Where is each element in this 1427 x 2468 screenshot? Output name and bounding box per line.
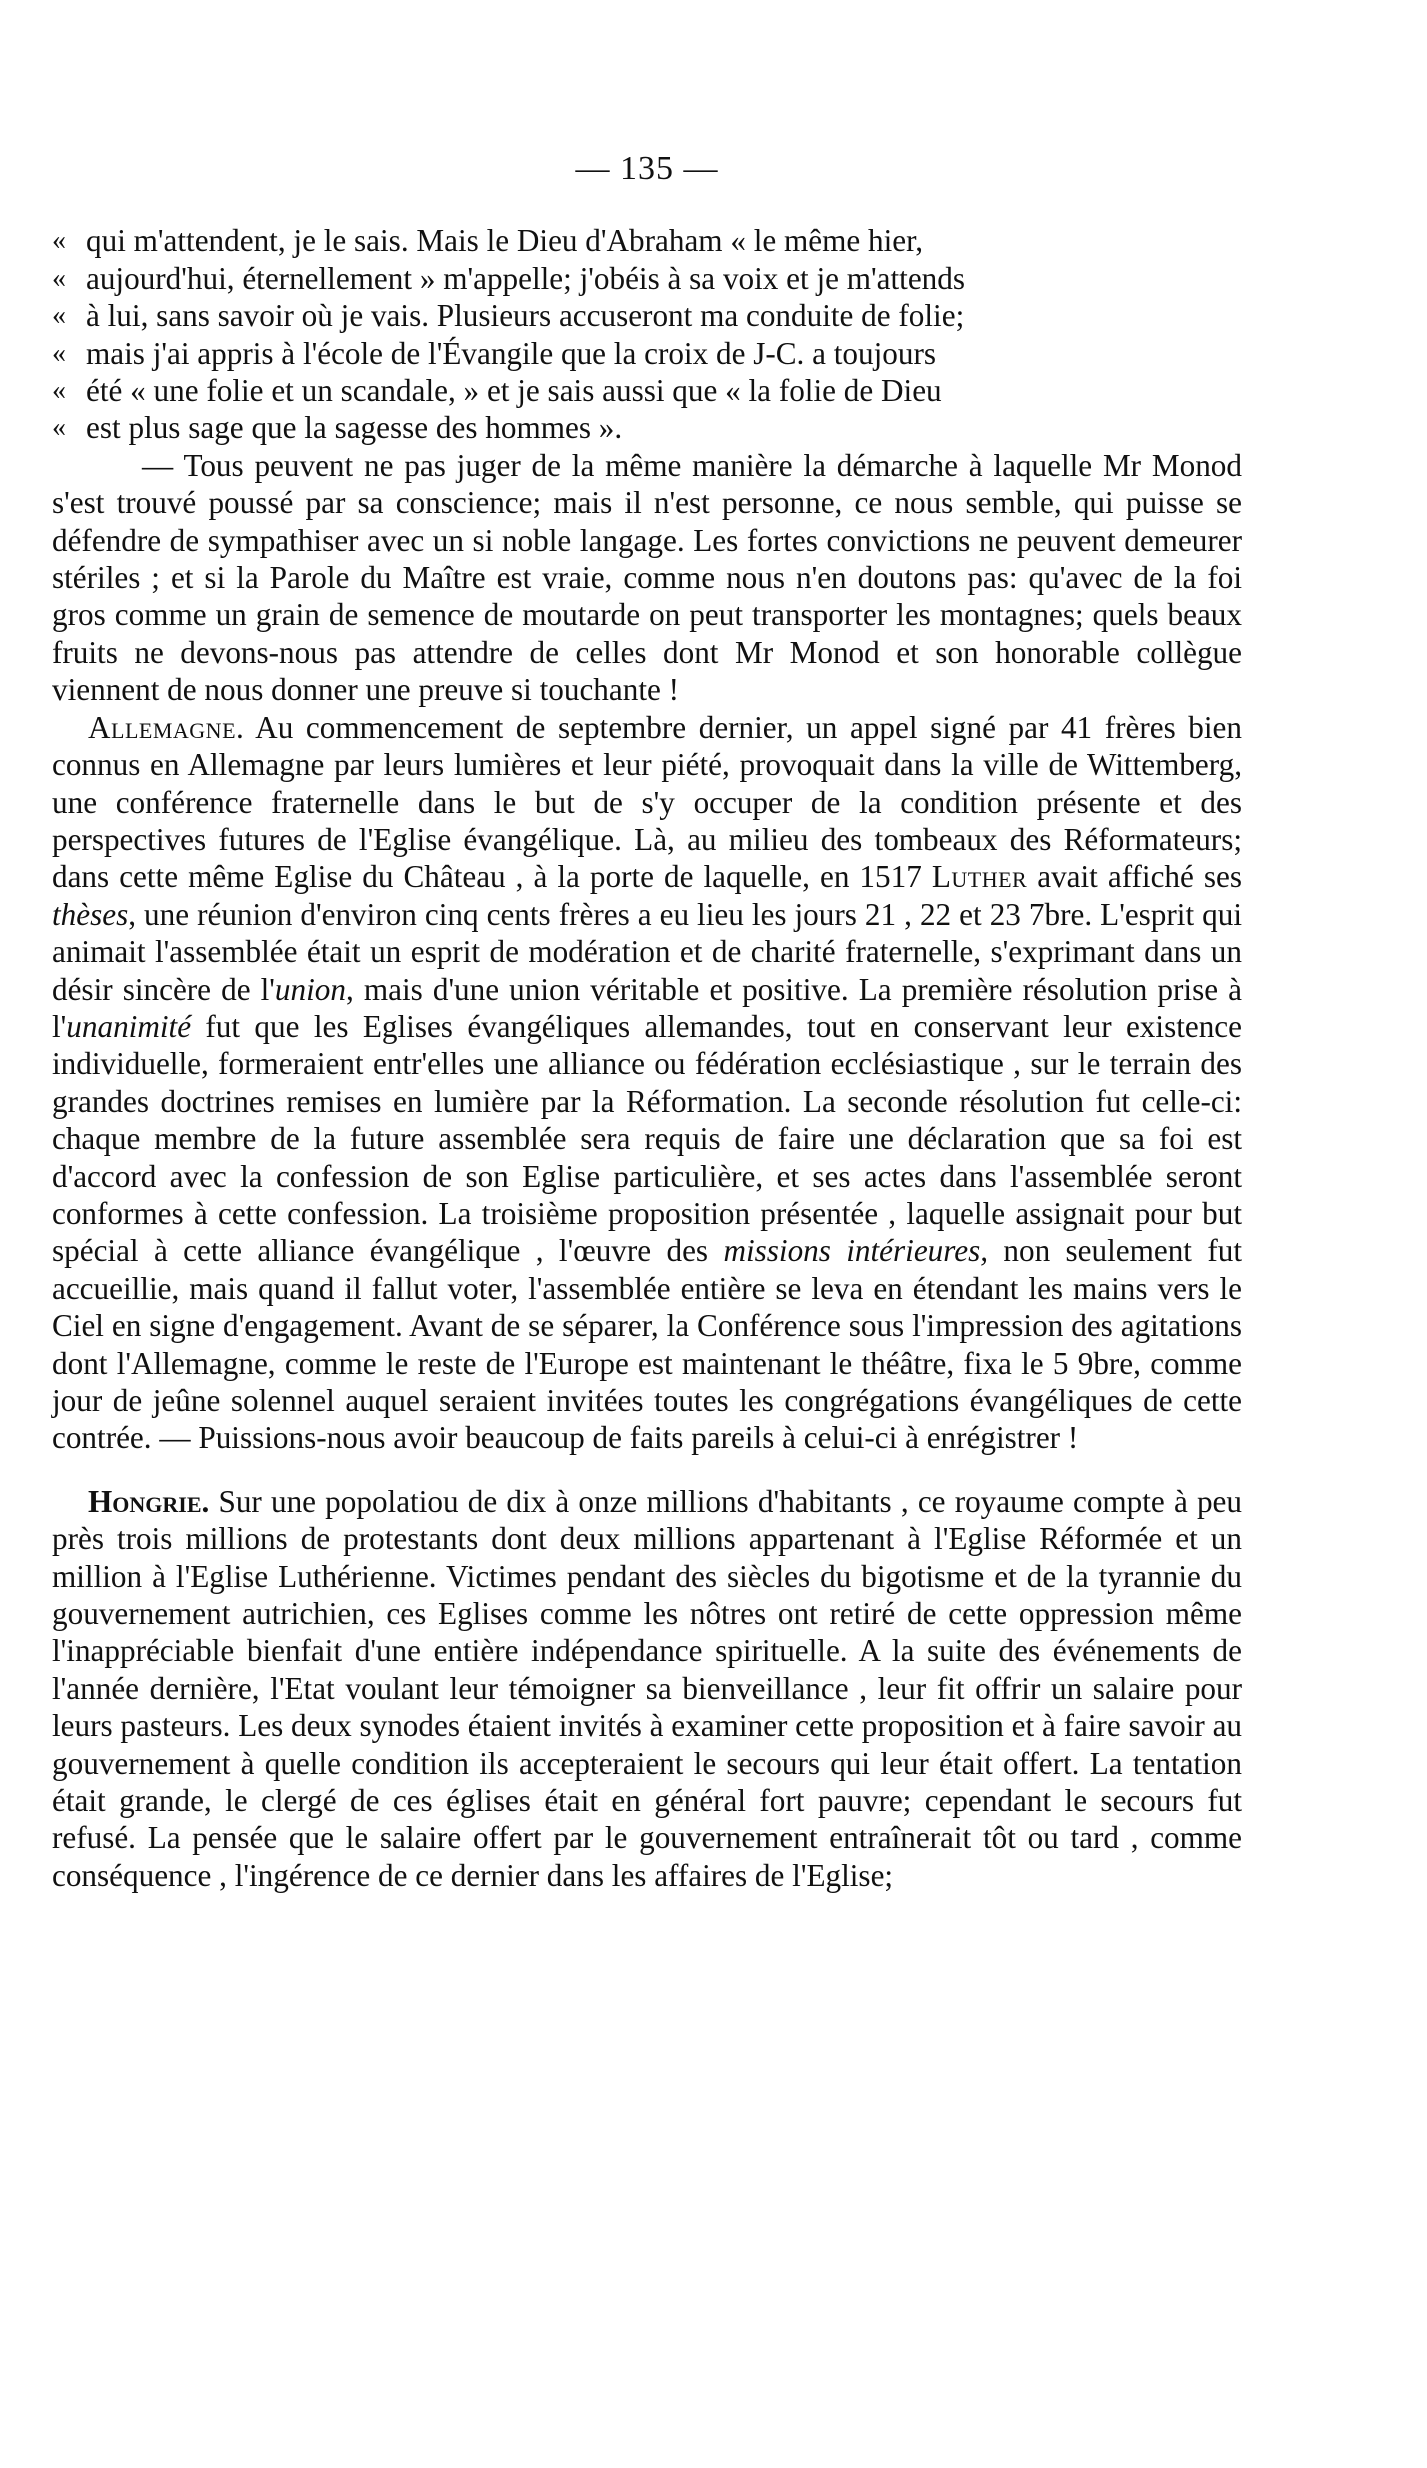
section-heading-allemagne: Allemagne. [88, 709, 245, 745]
quote-line: « mais j'ai appris à l'école de l'Évangile que la croix de J-C. a toujours [52, 335, 1242, 372]
paragraph-allemagne: Allemagne. Au commencement de septembre dernier, un appel signé par 41 frères bien connus en Allemagne par leurs lumières et leur piété, provoquait dans la ville de Wittemberg, une conférence fraternelle dans le but de s'y occuper de la condition présente et des perspectives futures de l'Eglise évangélique. Là, au milieu des tombeaux des Réformateurs; dans cette même Eglise du Château , à la porte de laquelle, en 1517 Luther avait affiché ses thèses, une réunion d'environ cinq cents frères a eu lieu les jours 21 , 22 et 23 7bre. L'esprit qui animait l'assemblée était un esprit de modération et de charité fraternelle, s'exprimant dans un désir sincère de l'union, mais d'une union véritable et positive. La première résolution prise à l'unanimité fut que les Eglises évangéliques allemandes, tout en conservant leur existence individuelle, formeraient entr'elles une alliance ou fédération ecclésiastique , sur le terrain des grandes doctrines remises en lumière par la Réformation. La seconde résolution fut celle-ci: chaque membre de la future assemblée sera requis de faire une déclaration que sa foi est d'accord avec la confession de son Eglise particulière, et ses actes dans l'assemblée seront conformes à cette confession. La troisième proposition présentée , laquelle assignait pour but spécial à cette alliance évangélique , l'œuvre des missions intérieures, non seulement fut accueillie, mais quand il fallut voter, l'assemblée entière se leva en étendant les mains vers le Ciel en signe d'engagement. Avant de se séparer, la Conférence sous l'impression des agitations dont l'Allemagne, comme le reste de l'Europe est maintenant le théâtre, fixa le 5 9bre, comme jour de jeûne solennel auquel seraient invitées toutes les congrégations évangéliques de cette contrée. — Puissions-nous avoir beaucoup de faits pareils à celui-ci à enrégistrer ! [52, 709, 1243, 1456]
italic-theses: thèses [52, 896, 129, 932]
paragraph-monod: — Tous peuvent ne pas juger de la même manière la démarche à laquelle Mr Monod s'est trouvé poussé par sa conscience; mais il n'est personne, ce nous semble, qui puisse se défendre de sympathiser avec un si noble langage. Les fortes convictions ne peuvent demeurer stériles ; et si la Parole du Maître est vraie, comme nous n'en doutons pas: qu'avec de la foi gros comme un grain de semence de moutarde on peut transporter les montagnes; quels beaux fruits ne devons-nous pas attendre de celles dont Mr Monod et son honorable collègue viennent de nous donner une preuve si touchante ! [52, 447, 1242, 708]
quotation-block [52, 222, 1242, 446]
quote-line: « est plus sage que la sagesse des hommes ». [52, 409, 1242, 446]
document-page [52, 150, 1242, 2440]
italic-missions: missions intérieures, [723, 1233, 989, 1269]
page-number: — 135 — [575, 150, 719, 187]
name-luther: Luther [931, 859, 1028, 895]
italic-union: union [274, 971, 346, 1007]
section-heading-hongrie: Hongrie. [88, 1483, 210, 1519]
quote-line: « qui m'attendent, je le sais. Mais le Dieu d'Abraham « le même hier, [52, 222, 1242, 259]
paragraph-hongrie: Hongrie. Sur une popolatiou de dix à onze millions d'habitants , ce royaume compte à peu près trois millions de protestants dont deux millions appartenant à l'Eglise Réformée et un million à l'Eglise Luthérienne. Victimes pendant des siècles du bigotisme et de la tyrannie du gouvernement autrichien, ces Eglises comme les nôtres ont retiré de cette oppression même l'inappréciable bienfait d'une entière indépendance spirituelle. A la suite des événements de l'année dernière, l'Etat voulant leur témoigner sa bienveillance , leur fit offrir un salaire pour leurs pasteurs. Les deux synodes étaient invités à examiner cette proposition et à faire savoir au gouvernement à quelle condition ils accepteraient le secours qui leur était offert. La tentation était grande, le clergé de ces églises était en général fort pauvre; cependant le secours fut refusé. La pensée que le salaire offert par le gouvernement entraînerait tôt ou tard , comme conséquence , l'ingérence de ce dernier dans les affaires de l'Eglise; [52, 1483, 1242, 1893]
quote-line: « aujourd'hui, éternellement » m'appelle; j'obéis à sa voix et je m'attends [52, 260, 1242, 297]
italic-unanimite: unanimité [66, 1008, 192, 1044]
quote-line: « été « une folie et un scandale, » et je sais aussi que « la folie de Dieu [52, 372, 1242, 409]
section-gap [52, 1457, 1242, 1483]
quote-line: « à lui, sans savoir où je vais. Plusieurs accuseront ma conduite de folie; [52, 297, 1242, 334]
